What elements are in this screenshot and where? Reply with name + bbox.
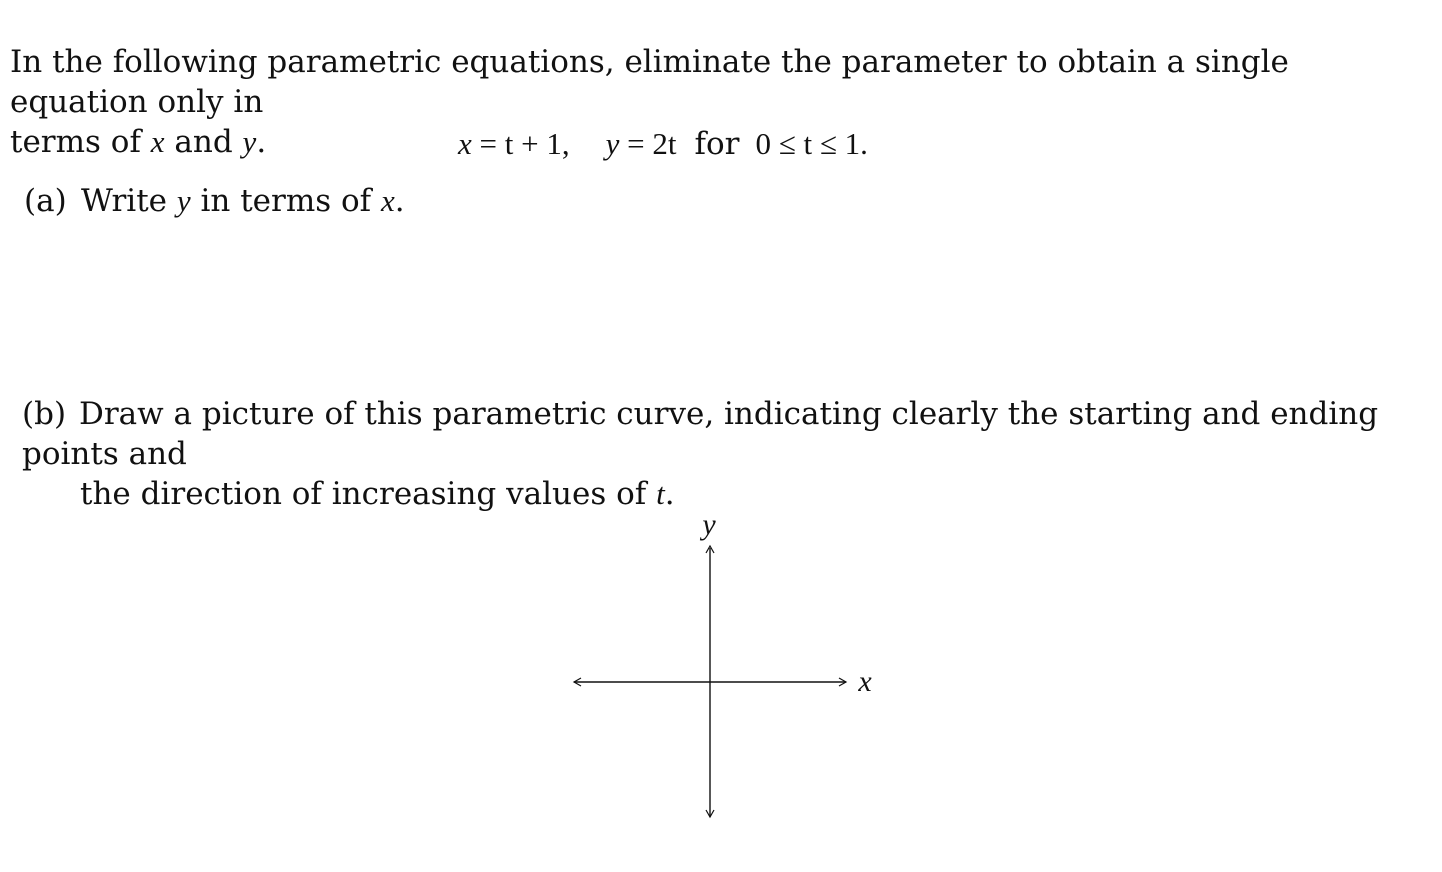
- intro-period: .: [256, 124, 267, 160]
- part-b-label: (b): [22, 396, 67, 432]
- equation-range: 0 ≤ t ≤ 1.: [755, 126, 868, 161]
- y-axis-label: y: [702, 508, 716, 541]
- part-b-text-1: Draw a picture of this parametric curve, indicating clearly the starting and ending points and: [22, 396, 1379, 472]
- intro-and: and: [164, 124, 243, 160]
- x-axis-label: x: [858, 665, 872, 698]
- equation-y-var: y: [605, 126, 620, 161]
- part-a-text: Write: [81, 183, 177, 219]
- equation-for: for: [694, 126, 740, 162]
- part-a-var-x: x: [381, 183, 395, 218]
- parametric-equations: [458, 124, 868, 164]
- part-b-text-2: the direction of increasing values of: [80, 476, 657, 512]
- part-a: [24, 181, 405, 221]
- intro-var-x: x: [150, 124, 165, 159]
- part-b: [22, 394, 1402, 514]
- part-b-period: .: [664, 476, 675, 512]
- coordinate-axes: [560, 500, 880, 830]
- part-a-var-y: y: [176, 183, 191, 218]
- intro-var-y: y: [242, 124, 257, 159]
- equation-y-rhs: = 2t: [619, 126, 677, 161]
- part-a-label: (a): [24, 183, 67, 219]
- equation-x-rhs: = t + 1,: [471, 126, 570, 161]
- intro-text: terms of: [10, 124, 151, 160]
- part-a-period: .: [394, 183, 405, 219]
- part-a-text-mid: in terms of: [190, 183, 381, 219]
- part-b-line-1: [22, 394, 1402, 474]
- part-b-var-t: t: [656, 476, 665, 511]
- equation-x-var: x: [458, 126, 472, 161]
- intro-line-1: In the following parametric equations, eliminate the parameter to obtain a single equation only in: [10, 44, 1289, 120]
